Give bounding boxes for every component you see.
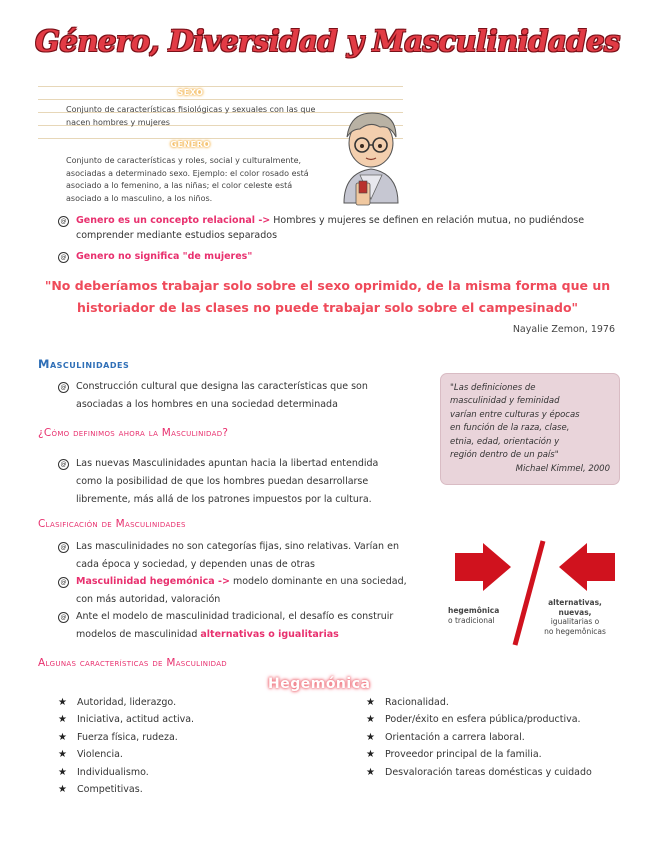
left-arrow-icon — [559, 543, 615, 591]
spiral-bullet-icon: @ — [58, 252, 69, 263]
genero-line: asociadas a determinado sexo. Ejemplo: el color rosado está — [66, 168, 309, 178]
label-nuevas: nuevas, — [558, 607, 592, 617]
section-heading-caracteristicas: Algunas características de Masculinidad — [38, 657, 227, 669]
list-item-text: Fuerza física, rudeza. — [77, 731, 178, 743]
star-icon: ★ — [58, 697, 67, 708]
kimmel-line: región dentro de un país" — [450, 450, 559, 461]
list-item — [58, 694, 194, 711]
list-item-text: Racionalidad. — [385, 697, 449, 708]
kimmel-quote-text — [450, 382, 610, 462]
genero-line: asociado a lo femenino, a las niñas; el color celeste está — [66, 181, 293, 190]
bullet-text: con más autoridad, valoración — [76, 593, 221, 605]
bullet-text: Las nuevas Masculinidades apuntan hacia la libertad entendida — [76, 458, 379, 469]
characteristics-left-list — [58, 694, 194, 798]
intro-bullet — [58, 249, 618, 264]
kimmel-line: "Las definiciones de — [450, 383, 536, 393]
ruled-line — [38, 86, 403, 87]
bullet-text: modelos de masculinidad — [76, 628, 201, 640]
star-icon: ★ — [58, 783, 67, 795]
bullet-text: Ante el modelo de masculinidad tradicional, el desafío es construir — [76, 611, 394, 622]
genero-definition — [66, 155, 366, 205]
quote-line: historiador de las clases no puede trabajar solo sobre el campesinado" — [76, 300, 579, 315]
spiral-bullet-icon: @ — [58, 216, 69, 227]
right-arrow-icon — [455, 543, 511, 591]
kimmel-quote-box — [440, 373, 620, 485]
bullet-text: comprender mediante estudios separados — [76, 230, 278, 241]
bullet-text: Construcción cultural que designa las características que son — [76, 381, 368, 392]
kimmel-line: etnia, edad, orientación y — [450, 436, 560, 447]
bullet-text: asociadas a los hombres en una sociedad determinada — [76, 399, 338, 410]
spiral-bullet-icon: @ — [58, 459, 69, 470]
star-icon: ★ — [366, 766, 375, 778]
highlight-text: Masculinidad hegemónica -> — [76, 576, 230, 587]
hegemonica-subtitle: Hegemónica — [268, 676, 371, 692]
masculinidades-bullet — [58, 378, 430, 414]
list-item — [58, 746, 194, 763]
spiral-bullet-icon: @ — [58, 577, 69, 588]
sexo-line: Conjunto de características fisiológicas y sexuales con las que — [66, 105, 316, 114]
list-item — [58, 711, 194, 728]
list-item-text: Individualismo. — [77, 766, 149, 778]
page-title: Género, Diversidad y Masculinidades — [35, 24, 620, 58]
list-item-text: Orientación a carrera laboral. — [385, 731, 525, 743]
list-item — [366, 694, 592, 711]
genero-line: asociado a lo masculino, a los niños. — [66, 193, 213, 203]
quote-attribution: Nayalie Zemon, 1976 — [512, 324, 615, 335]
kimmel-attribution: Michael Kimmel, 2000 — [515, 464, 610, 474]
section-heading-masculinidades: Masculinidades — [38, 357, 130, 371]
list-item-text: Iniciativa, actitud activa. — [77, 714, 195, 726]
label-igualitarias: igualitarias o — [550, 617, 600, 626]
sexo-heading: SEXO — [177, 88, 204, 97]
label-alternativas: alternativas, — [548, 598, 602, 607]
list-item — [58, 729, 194, 746]
clasificacion-bullet — [58, 538, 443, 573]
highlight-text: alternativas o igualitarias — [200, 628, 339, 640]
spiral-bullet-icon: @ — [58, 612, 69, 623]
quote-line: "No deberíamos trabajar solo sobre el sexo oprimido, de la misma forma que un — [44, 278, 611, 293]
bullet-text: modelo dominante en una sociedad, — [229, 576, 407, 587]
highlight-text: Genero es un concepto relacional -> — [76, 215, 271, 226]
spiral-bullet-icon: @ — [58, 382, 69, 393]
section-heading-clasificacion: Clasificación de Masculinidades — [38, 518, 186, 530]
star-icon: ★ — [366, 731, 375, 743]
list-item-text: Autoridad, liderazgo. — [77, 697, 177, 708]
list-item-text: Proveedor principal de la familia. — [385, 749, 542, 761]
genero-heading: GENERO — [170, 140, 211, 149]
bullet-text: libremente, más allá de los patrones impuestos por la cultura. — [76, 494, 372, 505]
clasificacion-bullet — [58, 573, 443, 608]
label-tradicional: o tradicional — [448, 616, 495, 625]
star-icon: ★ — [58, 749, 67, 761]
kimmel-line: masculinidad y feminidad — [450, 396, 560, 407]
spiral-bullet-icon: @ — [58, 542, 69, 553]
star-icon: ★ — [366, 714, 375, 726]
kimmel-line: varían entre culturas y épocas — [450, 409, 580, 420]
list-item — [366, 746, 592, 763]
ruled-line — [38, 99, 403, 100]
list-item-text: Desvaloración tareas domésticas y cuidado — [385, 766, 592, 778]
bullet-text: como la posibilidad de que los hombres puedan desarrollarse — [76, 476, 369, 487]
sexo-definition — [66, 104, 366, 129]
diagram-right-label — [535, 598, 615, 636]
list-item-text: Violencia. — [77, 749, 123, 761]
star-icon: ★ — [366, 697, 375, 708]
list-item — [366, 764, 592, 781]
list-item — [58, 764, 194, 781]
bullet-text: Las masculinidades no son categorías fijas, sino relativas. Varían en — [76, 541, 399, 552]
characteristics-right-list — [366, 694, 592, 781]
list-item-text: Poder/éxito en esfera pública/productiva. — [385, 714, 581, 726]
list-item — [58, 781, 194, 798]
sexo-line: nacen hombres y mujeres — [66, 117, 170, 127]
diagram-left-label — [448, 606, 499, 626]
list-item — [366, 729, 592, 746]
label-no-hegemonicas: no hegemônicas — [544, 626, 606, 636]
list-item — [366, 711, 592, 728]
definimos-bullet — [58, 455, 430, 509]
label-hegemonica: hegemônica — [448, 606, 500, 615]
list-item-text: Competitivas. — [77, 783, 143, 795]
star-icon: ★ — [58, 766, 67, 778]
star-icon: ★ — [366, 749, 375, 761]
star-icon: ★ — [58, 714, 67, 726]
star-icon: ★ — [58, 731, 67, 743]
genero-line: Conjunto de características y roles, social y culturalmente, — [66, 156, 302, 165]
bullet-text: Hombres y mujeres se definen en relación mutua, no pudiéndose — [270, 215, 585, 226]
clasificacion-bullet — [58, 608, 443, 643]
section-heading-definimos: ¿Cómo definimos ahora la Masculinidad? — [38, 427, 229, 439]
kimmel-line: en función de la raza, clase, — [450, 423, 570, 434]
intro-bullet — [58, 213, 618, 243]
main-quote — [40, 275, 615, 319]
bullet-text: cada época y sociedad, y dependen unas de otras — [76, 558, 315, 570]
avatar-illustration — [330, 103, 412, 211]
highlight-text: Genero no significa "de mujeres" — [76, 251, 253, 262]
